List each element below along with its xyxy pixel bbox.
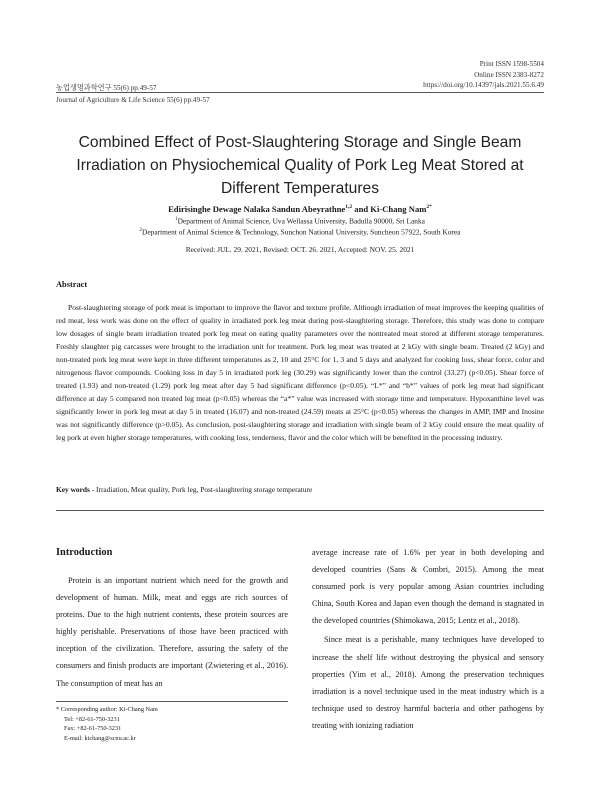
- corresponding-author-footnote: [56, 705, 158, 743]
- keywords-text: Irradiation, Meat quality, Pork leg, Post-slaughtering storage temperature: [96, 485, 313, 494]
- author-2: Ki-Chang Nam: [370, 204, 427, 214]
- title-line-3: Different Temperatures: [220, 180, 380, 197]
- author-tel: Tel: +82-61-750-3231: [64, 715, 120, 723]
- print-issn: Print ISSN 1598-5504: [479, 60, 544, 68]
- journal-name-korean: 농업생명과학연구 55(6) pp.49-57: [56, 84, 157, 92]
- affiliation-1-sup: 1: [175, 217, 178, 222]
- corresponding-author: * Corresponding author: Ki-Chang Nam: [56, 706, 158, 713]
- intro-paragraph-1: Protein is an important nutrient which need for the growth and development of human. Milk, meat and eggs are rich sources of proteins. Due to the high nutrient contents, these protein sources are highly perishable. Preservations of those have been practiced with inception of the civilization. Therefore, assuring the safety of the consumers and finish products are important (Zwietering et al., 2016). The consumption of meat has an: [56, 576, 288, 688]
- author-fax: Fax: +82-61-750-3231: [64, 725, 122, 733]
- paper-title: [56, 131, 544, 200]
- received-dates: Received: JUL. 29. 2021, Revised: OCT. 26. 2021, Accepted: NOV. 25. 2021: [185, 245, 415, 254]
- header-rule: [56, 92, 544, 93]
- author-and: and: [354, 204, 369, 214]
- author-email[interactable]: E-mail: kichang@scnu.ac.kr: [64, 734, 136, 742]
- affiliation-2: [56, 226, 544, 237]
- author-2-sup: 2*: [426, 204, 432, 211]
- keywords: [56, 485, 544, 494]
- affiliation-1: [56, 215, 544, 226]
- affiliation-2-text: Department of Animal Science & Technology, Sunchon National University, Suncheon 57922, South Korea: [142, 227, 461, 237]
- right-column: [312, 544, 544, 734]
- title-line-2: Irradiation on Physiochemical Quality of Pork Leg Meat Stored at: [76, 157, 524, 174]
- abstract-heading: Abstract: [56, 280, 88, 289]
- author-list: [56, 204, 544, 214]
- author-1: Edirisinghe Dewage Nalaka Sandun Abeyrathne: [168, 204, 346, 214]
- author-1-sup: 1,2: [345, 204, 353, 211]
- left-column: [56, 572, 288, 692]
- title-line-1: Combined Effect of Post-Slaughtering Storage and Single Beam: [78, 134, 522, 151]
- keywords-label: Key words: [56, 485, 90, 494]
- doi-link[interactable]: https://doi.org/10.14397/jals.2021.55.6.49: [423, 81, 544, 89]
- issn-block: [423, 59, 544, 91]
- keywords-rule: [56, 510, 544, 511]
- affiliation-2-sup: 2: [139, 228, 143, 233]
- affiliation-1-text: Department of Animal Science, Uva Wellassa University, Badulla 90000, Sri Lanka: [177, 216, 425, 226]
- footnote-rule: [56, 701, 288, 702]
- introduction-heading: Introduction: [56, 547, 113, 558]
- online-issn: Online ISSN 2383-8272: [474, 70, 544, 79]
- intro-paragraph-2: Since meat is a perishable, many techniques have developed to increase the shelf life without destroying the physical and sensory properties (Yim et al., 2018). Among the preservation techniques irradiation is a novel technique used in the meat industry which is a technique used to destroy harmful bacteria and other pathogens by treating with ionizing radiation: [312, 635, 544, 730]
- intro-paragraph-1-cont: average increase rate of 1.6% per year in both developing and developed countries (Sans & Combri, 2015). Among the meat consumed pork is very popular among Asian countries including China, South Korea and Japan even though the demand is stagnated in the developed countries (Shimokawa, 2015; Lentz et al., 2018).: [312, 548, 544, 626]
- journal-name-english: Journal of Agriculture & Life Science 55(6) pp.49-57: [56, 96, 210, 104]
- abstract-text: Post-slaughtering storage of pork meat is important to improve the flavor and texture profile. Although irradiation of meat improves the keeping qualities of red meat, less work was done on the effect of quality in irradiated pork leg meat during post-slaughtering storage. Therefore, this study was done to compare low dosages of single beam irradiation treated pork leg meat on eating quality parameters over the nontreated meat stored at different storage temperatures. Freshly slaughter pig carcasses were brought to the irradiation unit for treatment. Pork leg meat was treated at 2 kGy with single beam. Treated (2 kGy) and non-treated pork leg meat were kept in three different temperatures as 2, 10 and 25°C for 1, 3 and 5 days and analyzed for cooking loss, shear force, color and nitrogenous flavor compounds. Cooking loss in day 5 in irradiated pork leg (30.29) was significantly lower than the control (33.27) (p<0.05). Shear force of treated (1.93) and non-treated (1.29) pork leg meat after day 5 had significant difference (p<0.05). “L*” and “b*” values of pork leg meat had significant difference at day 5 compared non treated leg meat (p<0.05) whereas the “a*” value was increased with storage time and temperature. Hypoxanthine level was significantly lower in pork leg meat at day 5 in treated (16.07) and non-treated (24.59) meats at 25°C (p<0.05) whereas the changes in AMP, IMP and Inosine was not significantly difference (p>0.05). As conclusion, post-slaughtering storage and irradiation with single beam of 2 kGy could ensure the meat quality of leg pork at even higher storage temperatures, with cooking loss, tenderness, flavor and the color which will be benefited in the processing industry.: [56, 303, 544, 443]
- keywords-dash: -: [89, 485, 97, 494]
